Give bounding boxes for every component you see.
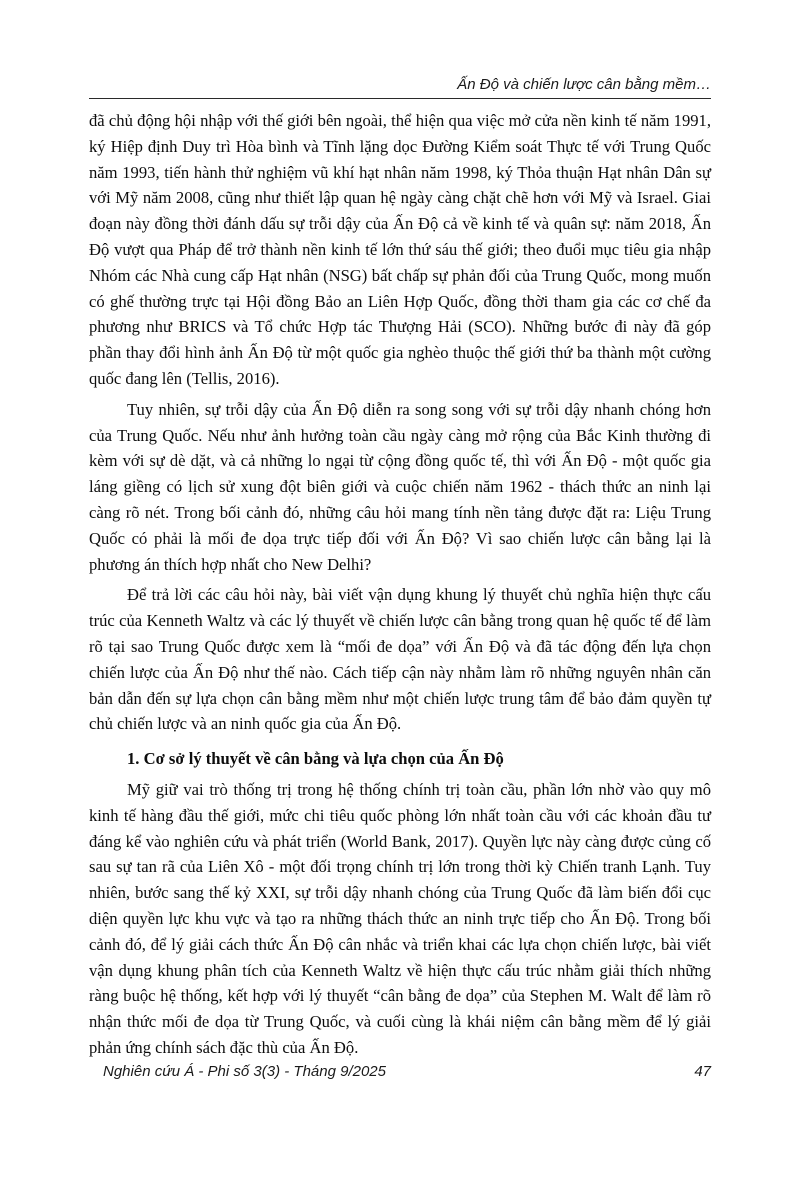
footer-journal-info: Nghiên cứu Á - Phi số 3(3) - Tháng 9/2025 <box>103 1063 386 1080</box>
paragraph-3: Để trả lời các câu hỏi này, bài viết vận dụng khung lý thuyết chủ nghĩa hiện thực cấu trúc của Kenneth Waltz và các lý thuyết về chiến lược cân bằng trong quan hệ quốc tế để làm rõ tại sao Trung Quốc được xem là “mối đe dọa” với Ấn Độ và đã tác động đến lựa chọn chiến lược của Ấn Độ như thế nào. Cách tiếp cận này nhằm làm rõ những nguyên nhân căn bản dẫn đến sự lựa chọn cân bằng mềm như một chiến lược trung tâm để bảo đảm quyền tự chủ chiến lược và an ninh quốc gia của Ấn Độ. <box>89 585 711 734</box>
page-footer <box>89 1063 711 1080</box>
paragraph-4: Mỹ giữ vai trò thống trị trong hệ thống chính trị toàn cầu, phần lớn nhờ vào quy mô kinh tế hàng đầu thế giới, mức chi tiêu quốc phòng lớn nhất toàn cầu với các khoản đầu tư đáng kể vào nghiên cứu và phát triển (World Bank, 2017). Quyền lực này càng được củng cố sau sự tan rã của Liên Xô - một đối trọng chính trị lớn trong thời kỳ Chiến tranh Lạnh. Tuy nhiên, bước sang thế kỷ XXI, sự trỗi dậy nhanh chóng của Trung Quốc đã làm biến đổi cục diện quyền lực khu vực và tạo ra những thách thức an ninh trực tiếp cho Ấn Độ. Trong bối cảnh đó, để lý giải cách thức Ấn Độ cân nhắc và triển khai các lựa chọn chiến lược, bài viết vận dụng khung phân tích của Kenneth Waltz về hiện thực cấu trúc nhằm giải thích những ràng buộc hệ thống, kết hợp với lý thuyết “cân bằng đe dọa” của Stephen M. Walt để làm rõ nhận thức mối đe dọa từ Trung Quốc, và cuối cùng là khái niệm cân bằng mềm để lý giải phản ứng chính sách đặc thù của Ấn Độ. <box>89 779 711 1057</box>
text-column <box>89 0 711 1061</box>
paragraph-2: Tuy nhiên, sự trỗi dậy của Ấn Độ diễn ra song song với sự trỗi dậy nhanh chóng hơn của Trung Quốc. Nếu như ảnh hưởng toàn cầu ngày càng mở rộng của Bắc Kinh thường đi kèm với sự dè dặt, và cả những lo ngại từ cộng đồng quốc tế, thì với Ấn Độ - một quốc gia láng giềng có lịch sử xung đột biên giới và cuộc chiến năm 1962 - thách thức an ninh lại càng rõ nét. Trong bối cảnh đó, những câu hỏi mang tính nền tảng được đặt ra: Liệu Trung Quốc có phải là mối đe dọa trực tiếp đối với Ấn Độ? Vì sao chiến lược cân bằng lại là phương án thích hợp nhất cho New Delhi? <box>89 399 711 574</box>
article-body <box>89 108 711 1061</box>
footer-page-number: 47 <box>694 1063 711 1080</box>
paragraph-continuation: đã chủ động hội nhập với thế giới bên ngoài, thể hiện qua việc mở cửa nền kinh tế năm 1991, ký Hiệp định Duy trì Hòa bình và Tĩnh lặng dọc Đường Kiểm soát Thực tế với Trung Quốc năm 1993, tiến hành thử nghiệm vũ khí hạt nhân năm 1998, ký Thỏa thuận Hạt nhân Dân sự với Mỹ năm 2008, cũng như thiết lập quan hệ ngày càng chặt chẽ hơn với Mỹ và Israel. Giai đoạn này đồng thời đánh dấu sự trỗi dậy của Ấn Độ cả về kinh tế và quân sự: năm 2018, Ấn Độ vượt qua Pháp để trở thành nền kinh tế lớn thứ sáu thế giới; theo đuổi mục tiêu gia nhập Nhóm các Nhà cung cấp Hạt nhân (NSG) bất chấp sự phản đối của Trung Quốc, mong muốn có ghế thường trực tại Hội đồng Bảo an Liên Hợp Quốc, đồng thời tham gia các cơ chế đa phương như BRICS và Tổ chức Hợp tác Thượng Hải (SCO). Những bước đi này đã góp phần thay đổi hình ảnh Ấn Độ từ một quốc gia nghèo thuộc thế giới thứ ba thành một cường quốc đang lên (Tellis, 2016). <box>89 111 711 388</box>
section-1-heading: 1. Cơ sở lý thuyết về cân bằng và lựa chọn của Ấn Độ <box>127 749 504 769</box>
running-head-title: Ấn Độ và chiến lược cân bằng mềm… <box>89 76 711 99</box>
